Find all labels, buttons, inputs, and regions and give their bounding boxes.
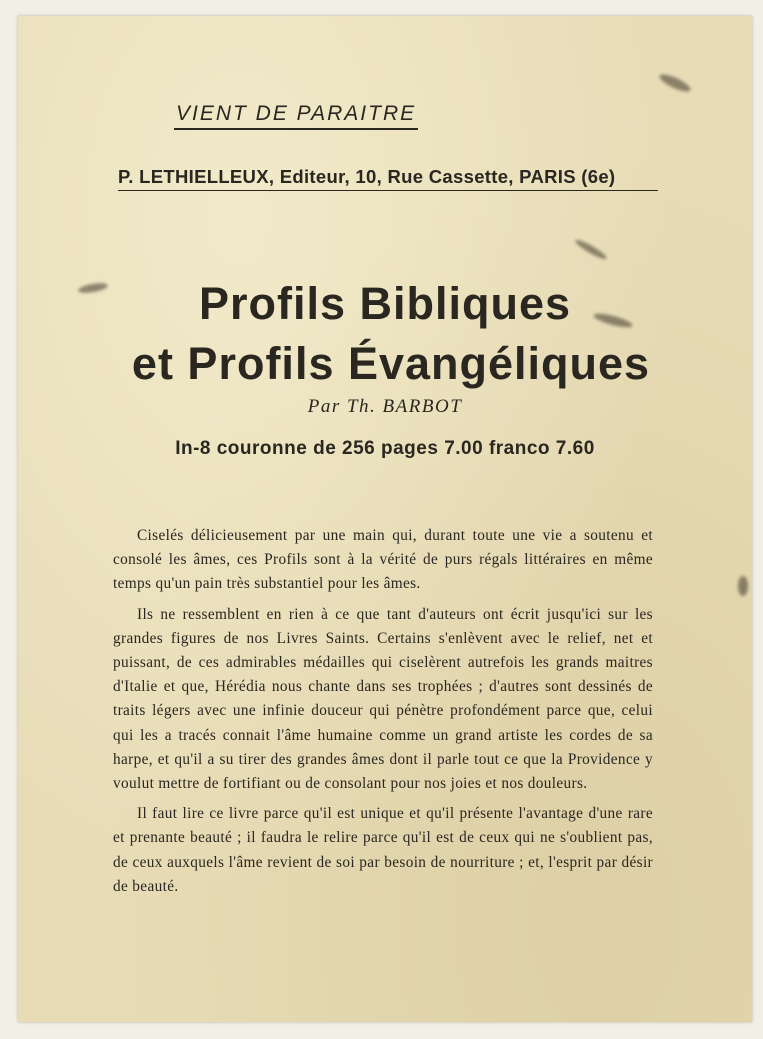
- publisher-line: P. LETHIELLEUX, Editeur, 10, Rue Cassette, PARIS (6e): [118, 166, 658, 191]
- paragraph: Il faut lire ce livre parce qu'il est unique et qu'il présente l'avantage d'une rare et prenante beauté ; il faudra le relire parce qu'il est de ceux qui ne s'oublient pas, de ceux auxquels l'âme revient de soi par besoin de nourriture ; et, l'esprit par désir de beauté.: [113, 805, 653, 895]
- book-title-line-1: Profils Bibliques: [198, 278, 572, 329]
- paragraph: Ciselés délicieusement par une main qui, durant toute une vie a soutenu et consolé les âmes, ces Profils sont à la vérité de purs régals littéraires en même temps qu'un pain très substantiel pour les âmes.: [113, 527, 653, 593]
- paper-sheet: [18, 16, 752, 1022]
- book-title-line-2: et Profils Évangéliques: [131, 338, 651, 389]
- ink-stain: [657, 71, 692, 94]
- author-line: Par Th. BARBOT: [307, 396, 463, 417]
- description-body: [113, 524, 653, 905]
- format-price-line: In-8 couronne de 256 pages 7.00 franco 7.60: [175, 438, 595, 459]
- paragraph: Ils ne ressemblent en rien à ce que tant d'auteurs ont écrit jusqu'ici sur les grandes figures de nos Livres Saints. Certains s'enlèvent avec le relief, net et puissant, de ces admirables médailles qui ciselèrent autrefois les grands maitres d'Italie et que, Hérédia nous chante dans ses trophées ; d'autres sont dessinés de traits légers avec une infinie douceur qui pénètre profondément parce que, celui qui les a tracés connait l'âme humaine comme un grand artiste les cordes de sa harpe, et qu'il a su tirer des grandes âmes dont il parle tout ce que la Providence y voulut mettre de fortifiant ou de consolant pour nos joies et nos douleurs.: [113, 605, 653, 793]
- ink-stain: [738, 576, 748, 596]
- announcement-heading: VIENT DE PARAITRE: [174, 102, 418, 130]
- ink-stain: [574, 237, 609, 261]
